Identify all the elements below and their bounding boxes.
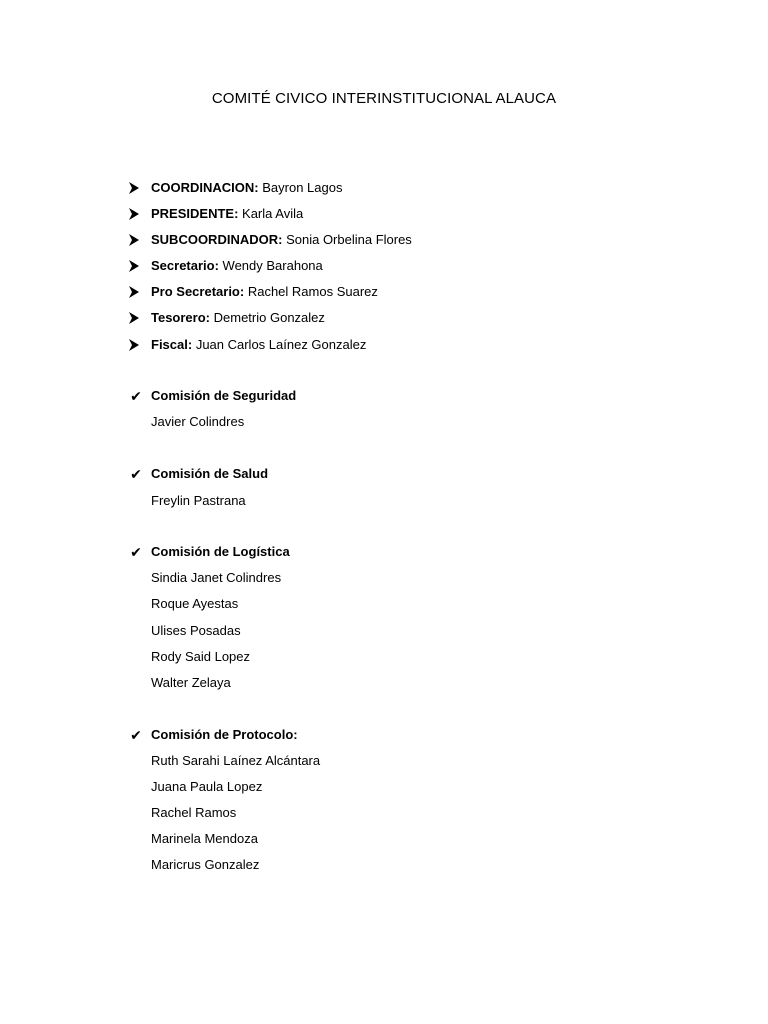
checkmark-bullet-icon: ✔ bbox=[130, 388, 142, 404]
commission-member: Maricrus Gonzalez bbox=[151, 857, 260, 872]
arrowhead-bullet-icon bbox=[128, 309, 144, 324]
commission-heading: Comisión de Logística bbox=[151, 544, 290, 559]
commission-member: Sindia Janet Colindres bbox=[151, 570, 282, 585]
officer-name: Rachel Ramos Suarez bbox=[247, 284, 378, 299]
officer-label: COORDINACION: bbox=[151, 180, 259, 195]
officer-name: Wendy Barahona bbox=[222, 258, 323, 273]
commission-member: Marinela Mendoza bbox=[151, 831, 258, 846]
document-title: COMITÉ CIVICO INTERINSTITUCIONAL ALAUCA bbox=[211, 90, 557, 107]
commission-member: Javier Colindres bbox=[151, 414, 245, 429]
commission-heading: Comisión de Seguridad bbox=[151, 388, 297, 403]
commission-member: Walter Zelaya bbox=[151, 675, 231, 690]
officer-label: SUBCOORDINADOR: bbox=[151, 232, 283, 247]
arrowhead-bullet-icon bbox=[128, 283, 144, 298]
commission-member: Ruth Sarahi Laínez Alcántara bbox=[151, 753, 321, 768]
officer-name: Juan Carlos Laínez Gonzalez bbox=[195, 337, 367, 352]
commission-member: Ulises Posadas bbox=[151, 623, 241, 638]
officer-name: Sonia Orbelina Flores bbox=[286, 232, 412, 247]
commission-heading: Comisión de Protocolo: bbox=[151, 727, 298, 742]
officer-label: PRESIDENTE: bbox=[151, 206, 239, 221]
arrowhead-bullet-icon bbox=[128, 336, 144, 351]
checkmark-bullet-icon: ✔ bbox=[130, 466, 142, 482]
officer-label: Secretario: bbox=[151, 258, 219, 273]
officer-name: Bayron Lagos bbox=[262, 180, 343, 195]
officer-name: Karla Avila bbox=[242, 206, 304, 221]
arrowhead-bullet-icon bbox=[128, 205, 144, 220]
arrowhead-bullet-icon bbox=[128, 179, 144, 194]
commission-member: Freylin Pastrana bbox=[151, 493, 246, 508]
officer-name: Demetrio Gonzalez bbox=[213, 310, 325, 325]
officer-label: Pro Secretario: bbox=[151, 284, 245, 299]
officer-label: Tesorero: bbox=[151, 310, 210, 325]
commission-member: Juana Paula Lopez bbox=[151, 779, 263, 794]
checkmark-bullet-icon: ✔ bbox=[130, 727, 142, 743]
commission-member: Rody Said Lopez bbox=[151, 649, 251, 664]
commission-heading: Comisión de Salud bbox=[151, 466, 269, 481]
checkmark-bullet-icon: ✔ bbox=[130, 544, 142, 560]
arrowhead-bullet-icon bbox=[128, 257, 144, 272]
commission-member: Rachel Ramos bbox=[151, 805, 237, 820]
arrowhead-bullet-icon bbox=[128, 231, 144, 246]
officer-label: Fiscal: bbox=[151, 337, 193, 352]
commission-member: Roque Ayestas bbox=[151, 596, 239, 611]
